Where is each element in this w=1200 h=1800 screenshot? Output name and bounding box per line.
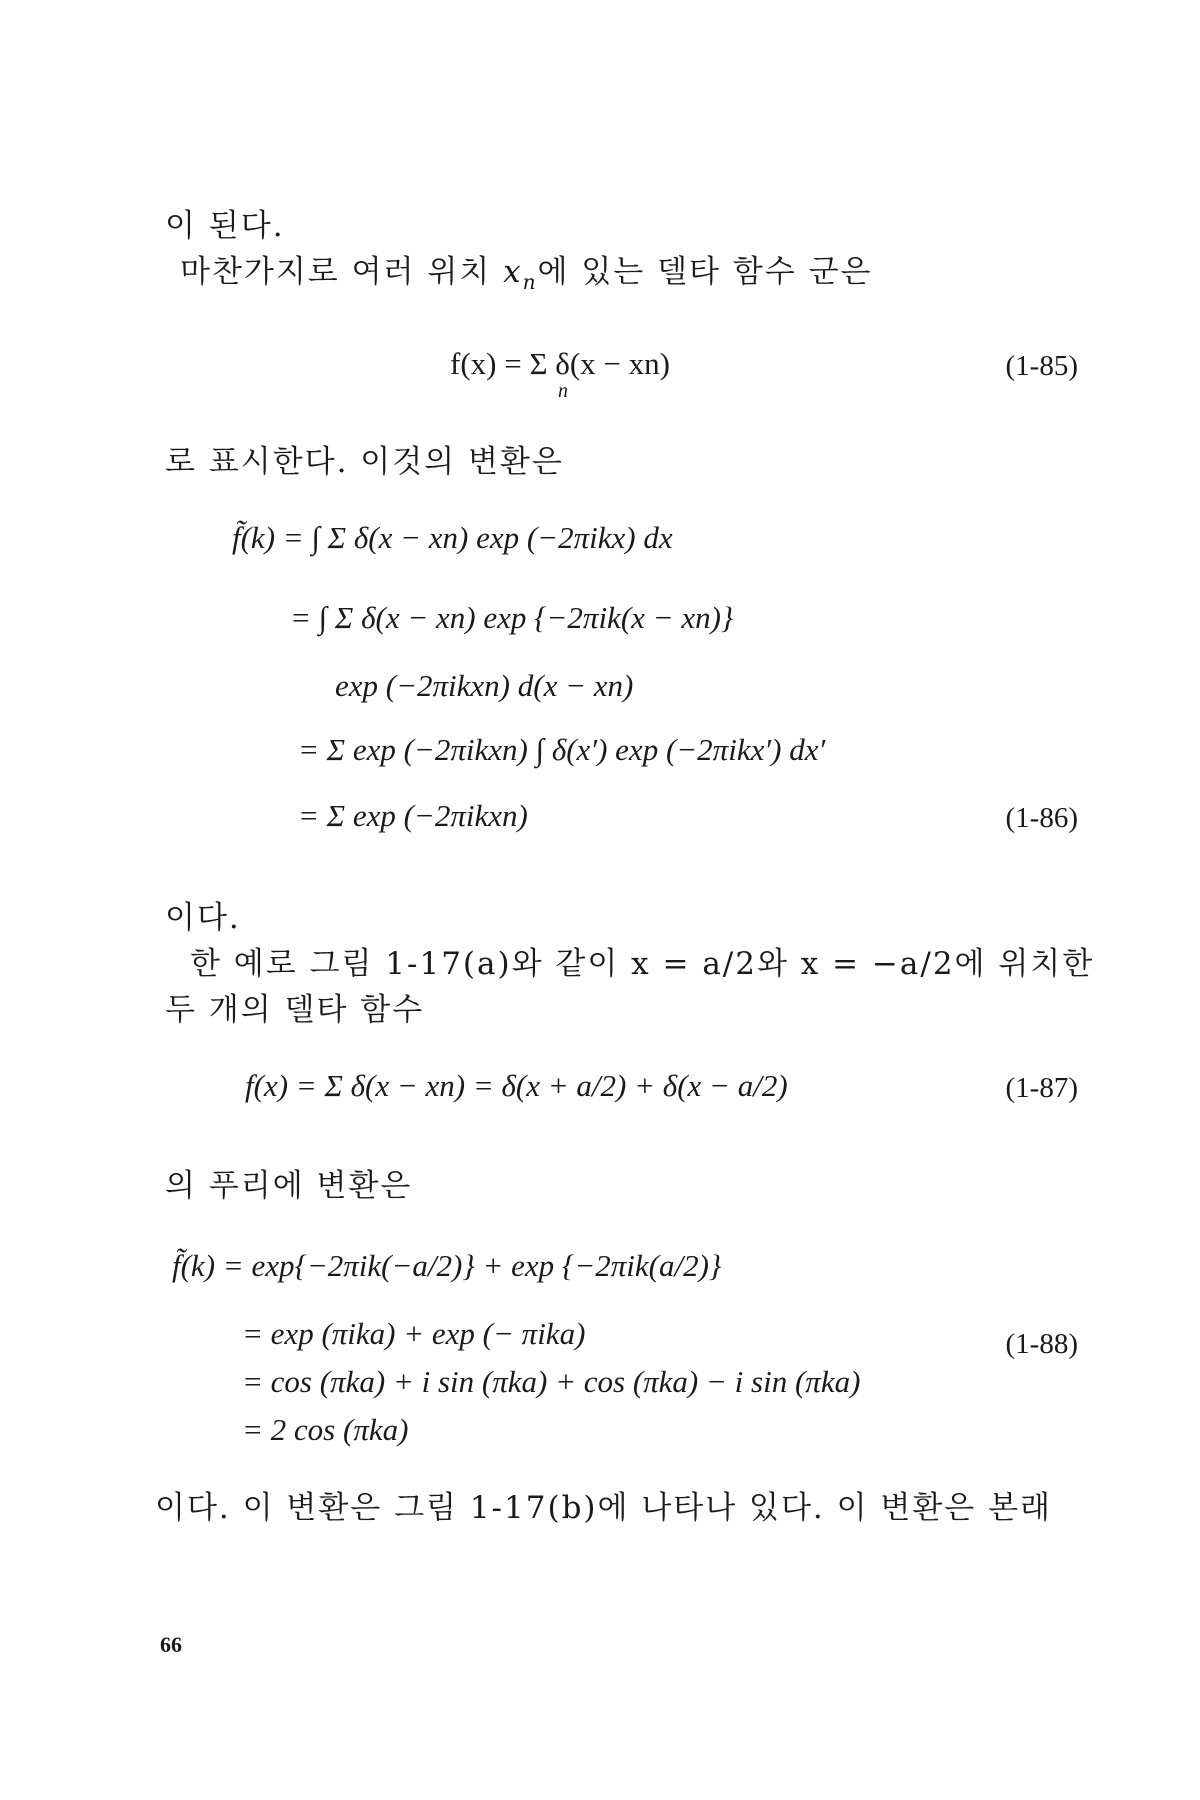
text-line-6: 두 개의 델타 함수 bbox=[165, 992, 425, 1028]
var-x: x bbox=[503, 254, 523, 290]
text-line-4: 이다. bbox=[165, 900, 241, 936]
text-line-1: 이 된다. bbox=[165, 208, 285, 244]
page-number: 66 bbox=[160, 1632, 182, 1657]
equation-1-88-line-1: f̃(k) = exp{−2πik(−a/2)} + exp {−2πik(a/2)} bbox=[172, 1248, 722, 1283]
equation-1-87: f(x) = Σ δ(x − xn) = δ(x + a/2) + δ(x − a/2) bbox=[245, 1068, 788, 1103]
equation-number-1-87: (1-87) bbox=[1005, 1072, 1078, 1104]
equation-1-88-line-4: = 2 cos (πka) bbox=[242, 1412, 409, 1447]
equation-1-86-line-2: = ∫ Σ δ(x − xn) exp {−2πik(x − xn)} bbox=[290, 600, 734, 635]
equation-number-1-85: (1-85) bbox=[1005, 350, 1078, 382]
var-sub-n: n bbox=[522, 270, 538, 295]
text-line-2 bbox=[180, 246, 872, 294]
text-line-7: 의 푸리에 변환은 bbox=[165, 1168, 413, 1204]
equation-number-1-88: (1-88) bbox=[1005, 1328, 1078, 1360]
text-line-8: 이다. 이 변환은 그림 1-17(b)에 나타나 있다. 이 변환은 본래 bbox=[155, 1490, 1052, 1526]
equation-1-88-line-2: = exp (πika) + exp (− πika) bbox=[242, 1316, 586, 1351]
text-line-2-a: 마찬가지로 여러 위치 bbox=[180, 254, 504, 290]
equation-1-86-line-3: exp (−2πikxn) d(x − xn) bbox=[335, 668, 634, 703]
text-line-5: 한 예로 그림 1-17(a)와 같이 x = a/2와 x = −a/2에 위치한 bbox=[190, 946, 1095, 982]
text-line-3: 로 표시한다. 이것의 변환은 bbox=[165, 444, 564, 480]
equation-1-86-line-4: = Σ exp (−2πikxn) ∫ δ(x′) exp (−2πikx′) dx′ bbox=[298, 732, 826, 767]
equation-1-85-sum-index: n bbox=[558, 380, 568, 402]
equation-1-85: f(x) = Σ δ(x − xn) bbox=[450, 346, 670, 381]
equation-number-1-86: (1-86) bbox=[1005, 802, 1078, 834]
equation-1-86-line-1: f̃(k) = ∫ Σ δ(x − xn) exp (−2πikx) dx bbox=[232, 520, 673, 555]
text-line-2-b: 에 있는 델타 함수 군은 bbox=[537, 254, 873, 290]
equation-1-86-line-5: = Σ exp (−2πikxn) bbox=[298, 798, 528, 833]
equation-1-88-line-3: = cos (πka) + i sin (πka) + cos (πka) − i sin (πka) bbox=[242, 1364, 861, 1399]
